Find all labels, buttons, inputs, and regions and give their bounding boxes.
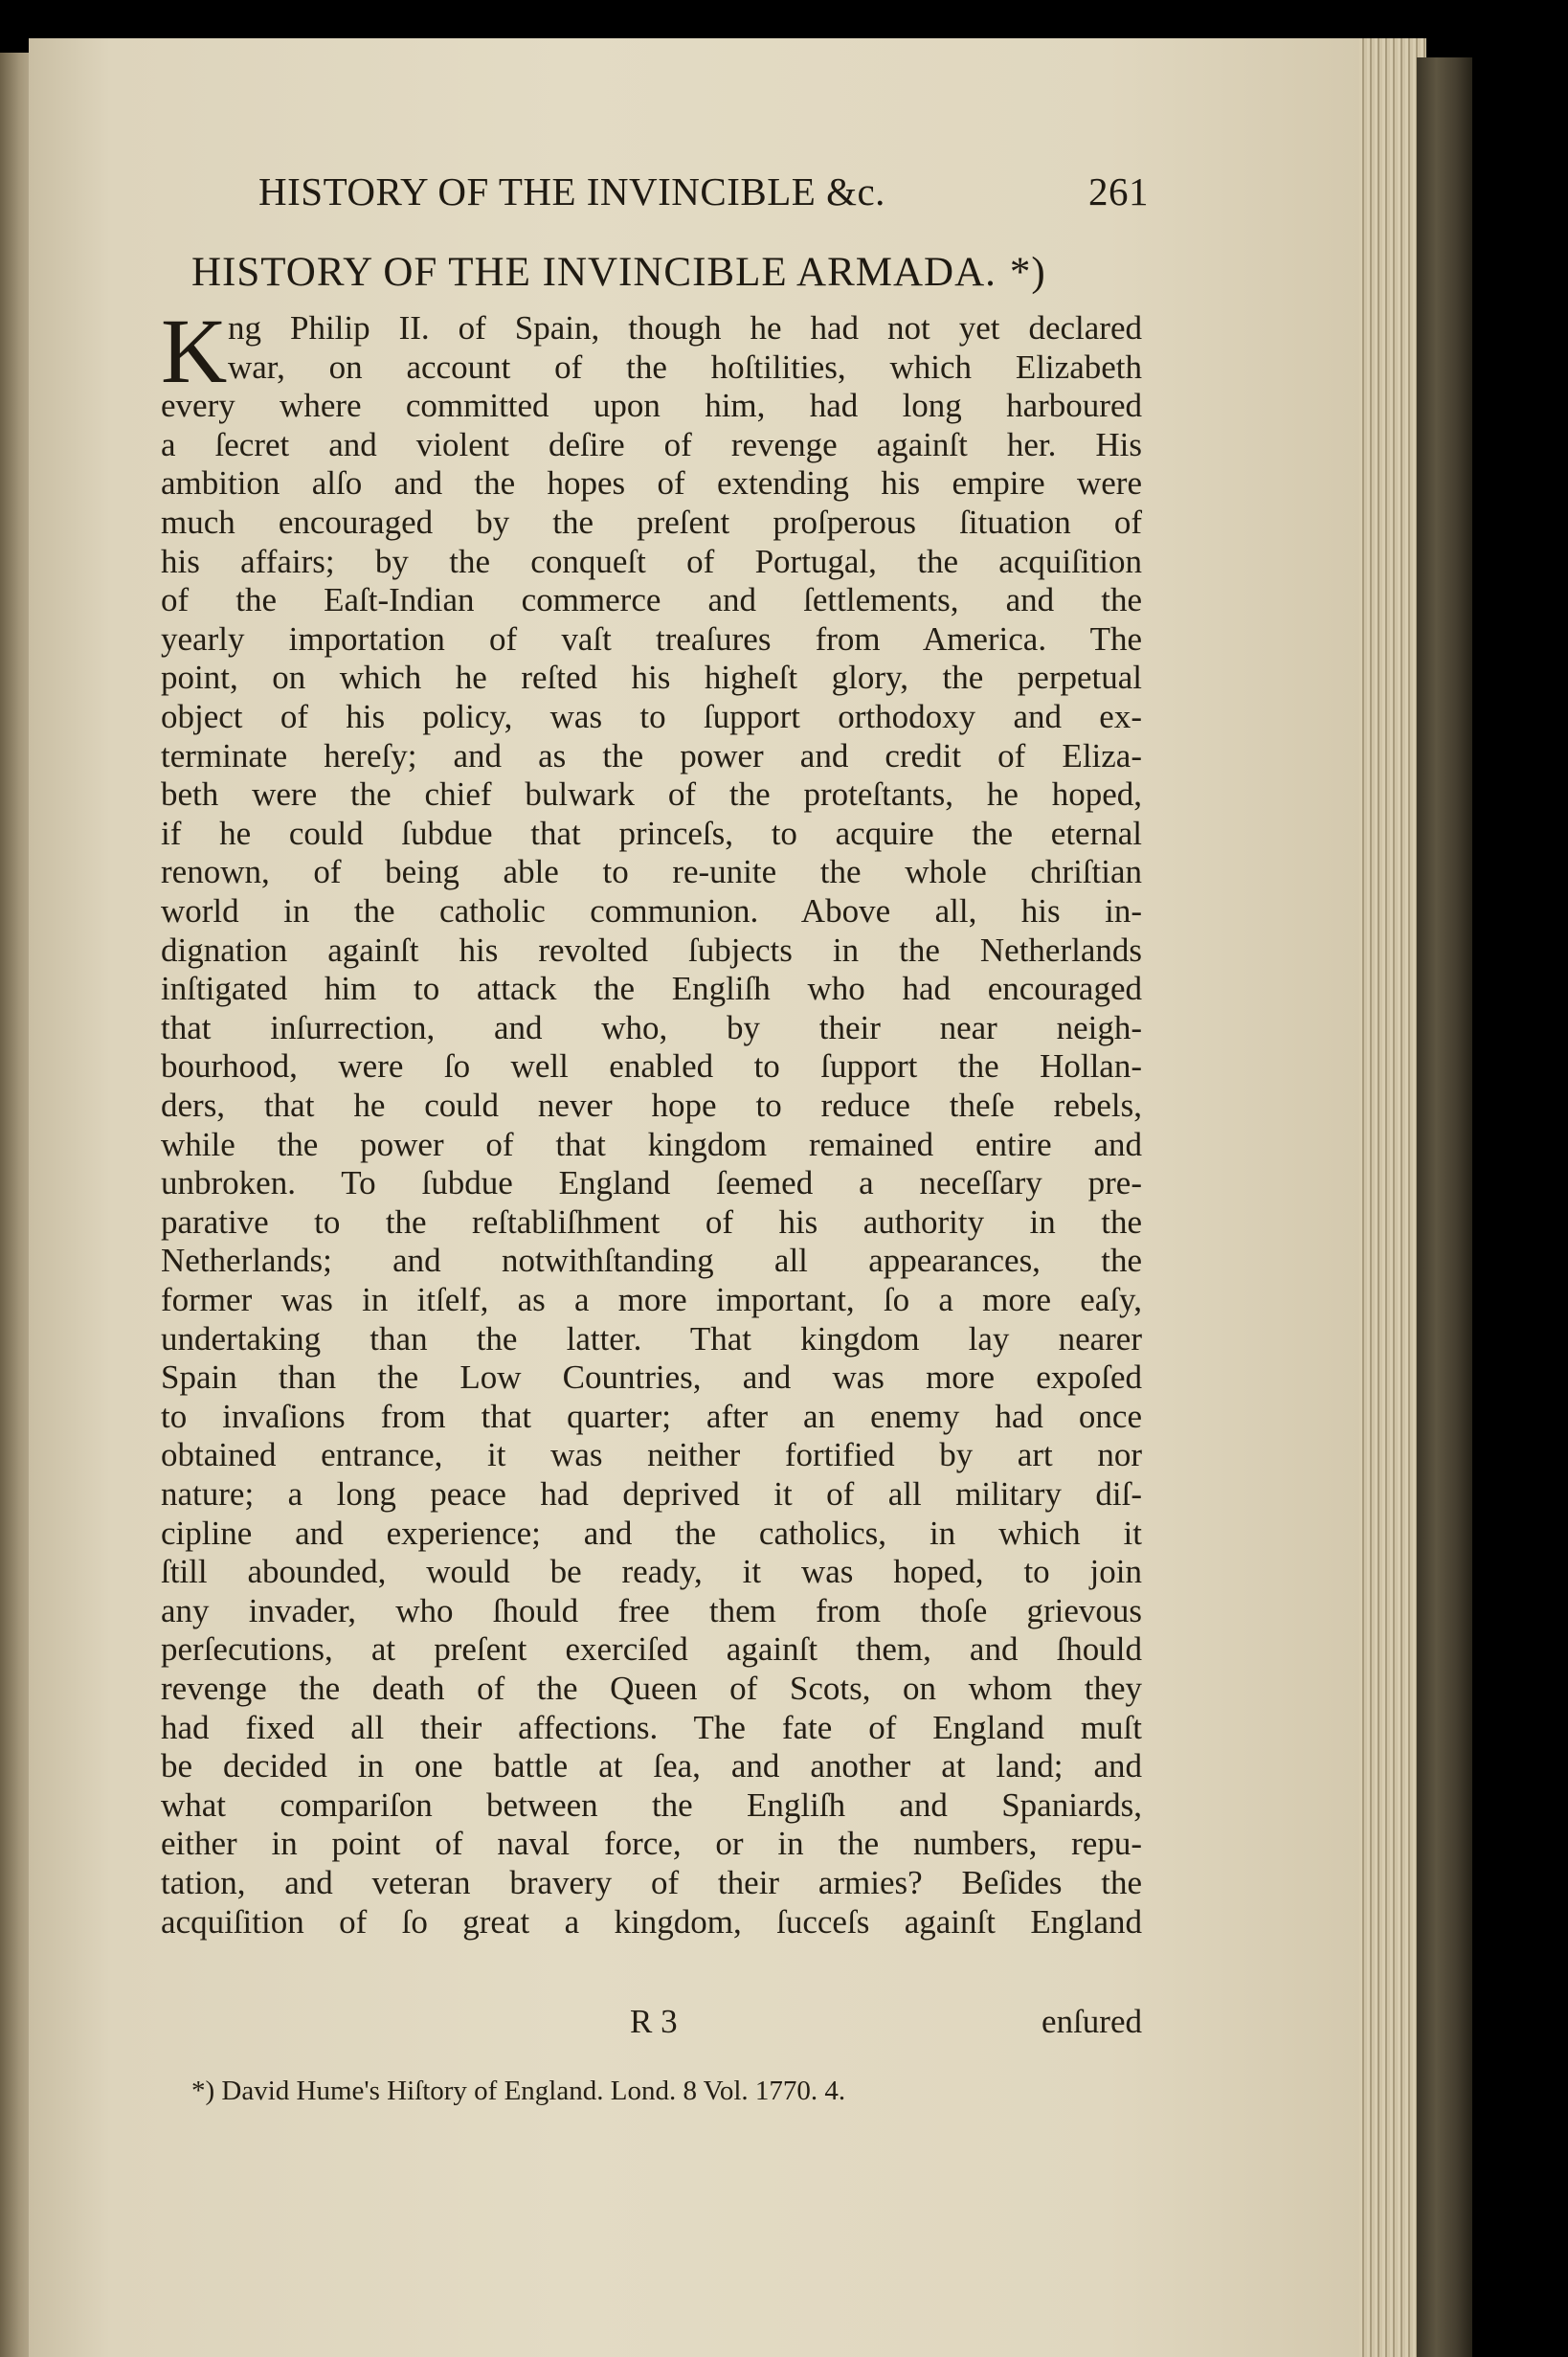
text-line: world in the catholic communion. Above all, his in- (161, 892, 1142, 930)
text-line: of the Eaſt-Indian commerce and ſettlements, and the (161, 581, 1142, 619)
text-line: inſtigated him to attack the Engliſh who had encouraged (161, 970, 1142, 1008)
text-line: ng Philip II. of Spain, though he had not yet declared (228, 309, 1142, 347)
text-line: former was in itſelf, as a more important, ſo a more eaſy, (161, 1281, 1142, 1318)
footnote: *) David Hume's Hiſtory of England. Lond. 8 Vol. 1770. 4. (191, 2076, 846, 2106)
footnote-marker: *) (1009, 250, 1046, 295)
text-line: Spain than the Low Countries, and was more expoſed (161, 1358, 1142, 1397)
text-line: every where committed upon him, had long harboured (161, 387, 1142, 425)
text-line: renown, of being able to re-unite the whole chriſtian (161, 853, 1142, 891)
text-line: point, on which he reſted his higheſt glory, the perpetual (161, 659, 1142, 697)
text-line: ſtill abounded, would be ready, it was hoped, to join (161, 1553, 1142, 1591)
chapter-title-text: HISTORY OF THE INVINCIBLE ARMADA. (191, 250, 997, 295)
book-cover-edge (1417, 57, 1472, 2357)
text-line: yearly importation of vaſt treaſures from America. The (161, 619, 1142, 658)
catchword: enſured (1042, 2003, 1142, 2040)
text-line: be decided in one battle at ſea, and another at land; and (161, 1747, 1142, 1785)
text-line: to invaſions from that quarter; after an enemy had once (161, 1397, 1142, 1435)
text-line: ambition alſo and the hopes of extending his empire were (161, 464, 1142, 503)
text-line: undertaking than the latter. That kingdom lay nearer (161, 1319, 1142, 1358)
text-line: parative to the reſtabliſhment of his authority in the (161, 1202, 1142, 1241)
text-line: any invader, who ſhould free them from thoſe grievous (161, 1591, 1142, 1629)
text-line: his affairs; by the conqueſt of Portugal, the acquiſition (161, 542, 1142, 580)
text-line: cipline and experience; and the catholics, in which it (161, 1514, 1142, 1552)
text-line: while the power of that kingdom remained entire and (161, 1125, 1142, 1163)
text-line: either in point of naval force, or in the numbers, repu- (161, 1825, 1142, 1863)
text-line: a ſecret and violent deſire of revenge againſt her. His (161, 425, 1142, 463)
text-line: beth were the chief bulwark of the proteſtants, he hoped, (161, 775, 1142, 814)
text-line: obtained entrance, it was neither fortified by art nor (161, 1436, 1142, 1474)
text-line: dignation againſt his revolted ſubjects in the Netherlands (161, 931, 1142, 969)
chapter-title (191, 249, 1177, 306)
running-head (258, 161, 1216, 218)
signature-mark: R 3 (630, 2003, 678, 2040)
running-head-title: HISTORY OF THE INVINCIBLE &c. (258, 169, 885, 213)
text-line: tation, and veteran bravery of their armies? Beſides the (161, 1864, 1142, 1901)
page-foot-row (161, 2003, 1142, 2041)
page-number: 261 (1088, 169, 1149, 213)
text-line: unbroken. To ſubdue England ſeemed a neceſſary pre- (161, 1164, 1142, 1202)
text-line: war, on account of the hoſtilities, which Elizabeth (228, 348, 1142, 386)
text-line: had fixed all their affections. The fate of England muſt (161, 1708, 1142, 1746)
text-line: terminate hereſy; and as the power and credit of Eliza- (161, 736, 1142, 774)
text-line: nature; a long peace had deprived it of all military diſ- (161, 1475, 1142, 1513)
body-text (161, 300, 1142, 2032)
text-line: Netherlands; and notwithſtanding all appearances, the (161, 1242, 1142, 1280)
drop-cap: K (161, 300, 228, 402)
text-line: perſecutions, at preſent exerciſed againſt them, and ſhould (161, 1630, 1142, 1669)
text-line: if he could ſubdue that princeſs, to acquire the eternal (161, 814, 1142, 852)
text-line: revenge the death of the Queen of Scots, on whom they (161, 1670, 1142, 1707)
text-line: that inſurrection, and who, by their near neigh- (161, 1008, 1142, 1046)
text-line: acquiſition of ſo great a kingdom, ſucceſs againſt England (161, 1902, 1142, 1941)
text-line: what compariſon between the Engliſh and Spaniards, (161, 1785, 1142, 1824)
text-line: object of his policy, was to ſupport orthodoxy and ex- (161, 698, 1142, 735)
text-line: ders, that he could never hope to reduce theſe rebels, (161, 1087, 1142, 1124)
text-line: bourhood, were ſo well enabled to ſupport the Hollan- (161, 1047, 1142, 1086)
text-line: much encouraged by the preſent proſperous ſituation of (161, 504, 1142, 541)
